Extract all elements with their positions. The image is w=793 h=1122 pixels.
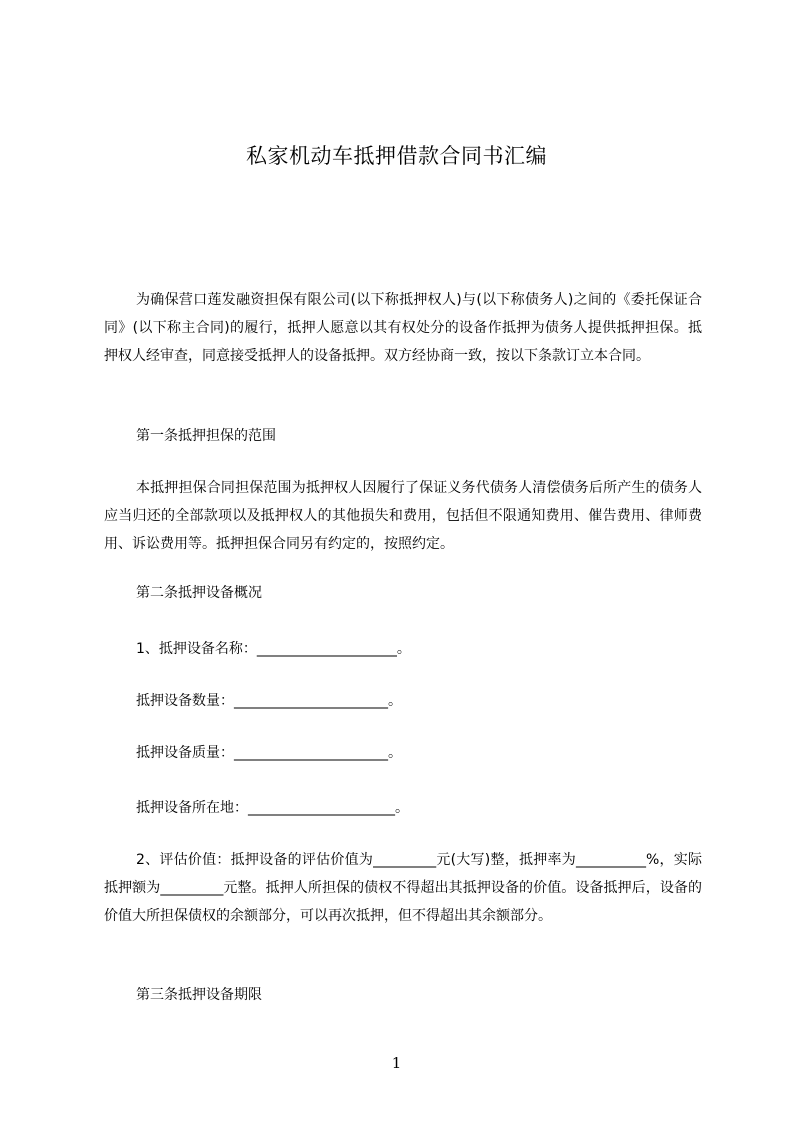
intro-paragraph: 为确保营口莲发融资担保有限公司(以下称抵押权人)与(以下称债务人)之间的《委托保证合同》(以下称主合同)的履行，抵押人愿意以其有权处分的设备作抵押为债务人提供抵押担保。抵押权人经审查，同意接受抵押人的设备抵押。双方经协商一致，按以下条款订立本合同。: [104, 292, 702, 364]
equipment-location-field: 抵押设备所在地：_____________________。: [136, 800, 409, 816]
equipment-quality-field: 抵押设备质量：______________________。: [136, 745, 402, 761]
equipment-quantity-field: 抵押设备数量：______________________。: [136, 693, 402, 709]
article3-heading: 第三条抵押设备期限: [136, 987, 262, 1003]
document-title: 私家机动车抵押借款合同书汇编: [246, 144, 547, 168]
article1-heading: 第一条抵押担保的范围: [136, 428, 276, 444]
equipment-name-field: 1、抵押设备名称：____________________。: [136, 641, 411, 657]
valuation-paragraph: 2、评估价值：抵押设备的评估价值为_________元(大写)整，抵押率为__________%，实际抵押额为_________元整。抵押人所担保的债权不得超出其抵押设备的价值。设备抵押后，设备的价值大所担保债权的余额部分，可以再次抵押，但不得超出其余额部分。: [104, 852, 702, 924]
article1-body: 本抵押担保合同担保范围为抵押权人因履行了保证义务代债务人清偿债务后所产生的债务人应当归还的全部款项以及抵押权人的其他损失和费用，包括但不限通知费用、催告费用、律师费用、诉讼费用等。抵押担保合同另有约定的，按照约定。: [104, 480, 702, 552]
article2-heading: 第二条抵押设备概况: [136, 585, 262, 601]
page-number: 1: [391, 1054, 402, 1072]
